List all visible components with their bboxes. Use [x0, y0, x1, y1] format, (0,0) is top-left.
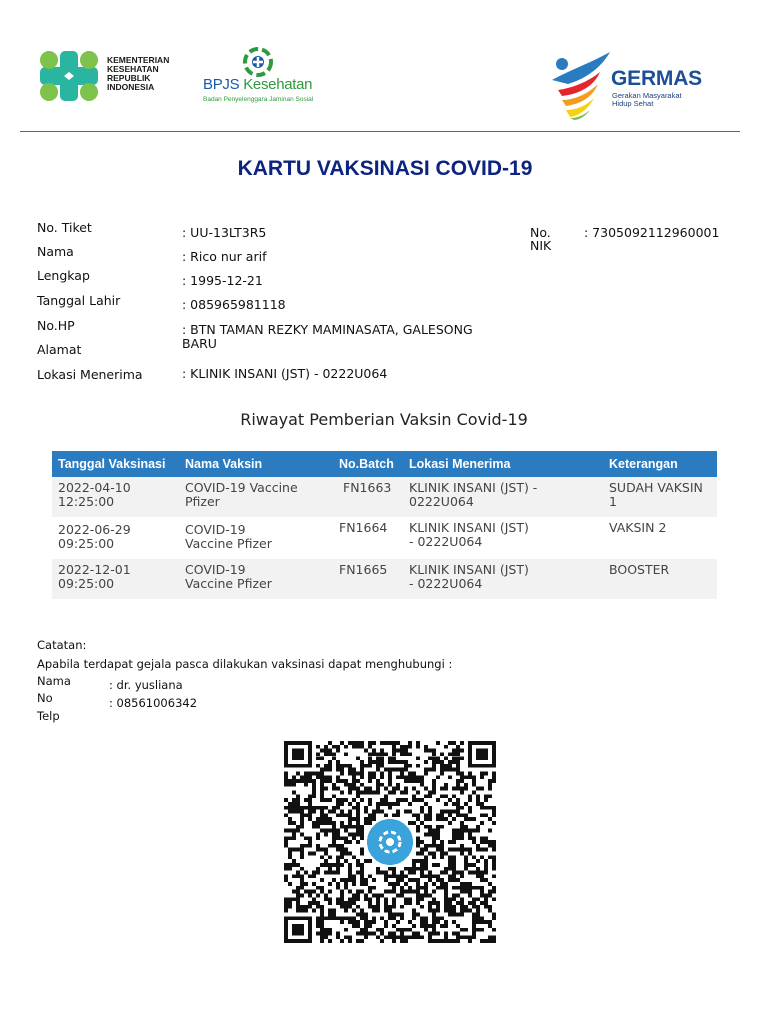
cell-date	[52, 477, 179, 517]
cell-line: Vaccine Pfizer	[185, 536, 272, 551]
value-tanggal-lahir: : 1995-12-21	[182, 273, 263, 288]
value-alamat-line2: BARU	[182, 336, 217, 351]
cell-vaccine	[179, 477, 333, 517]
cell-status	[603, 517, 717, 559]
label-contact-telp: Telp	[37, 709, 60, 723]
column-header: Lokasi Menerima	[403, 451, 603, 477]
cell-vaccine	[179, 517, 333, 559]
table-header-row	[52, 451, 717, 477]
label-lengkap: Lengkap	[37, 268, 90, 283]
cell-batch	[333, 477, 403, 517]
cell-line: 09:25:00	[58, 576, 115, 591]
label-tanggal-lahir: Tanggal Lahir	[37, 293, 121, 308]
value-no-tiket: : UU-13LT3R5	[182, 225, 267, 240]
cell-batch	[333, 517, 403, 559]
kemenkes-line: KEMENTERIAN	[107, 55, 170, 65]
cell-line: COVID-19	[185, 522, 246, 537]
label-nama: Nama	[37, 244, 74, 259]
value-contact-phone: : 08561006342	[109, 696, 198, 710]
cell-batch	[333, 559, 403, 599]
bpjs-logo-icon	[238, 46, 278, 78]
label-alamat: Alamat	[37, 342, 82, 357]
bpjs-name-part: BPJS	[203, 76, 240, 93]
cell-status	[603, 559, 717, 599]
notes-message: Apabila terdapat gejala pasca dilakukan vaksinasi dapat menghubungi :	[37, 657, 453, 671]
cell-line: KLINIK INSANI (JST)	[409, 520, 529, 535]
notes-heading: Catatan:	[37, 638, 87, 652]
page-title: KARTU VAKSINASI COVID-19	[237, 157, 533, 180]
germas-tagline-line: Hidup Sehat	[612, 99, 654, 108]
cell-status	[603, 477, 717, 517]
germas-tagline	[612, 92, 682, 108]
cell-location	[403, 477, 603, 517]
cell-line: KLINIK INSANI (JST) -	[409, 480, 538, 495]
cell-line: SUDAH VAKSIN	[609, 480, 703, 495]
value-no-hp: : 085965981118	[182, 297, 286, 312]
cell-line: Vaccine Pfizer	[185, 576, 272, 591]
kemenkes-line: REPUBLIK	[107, 73, 151, 83]
cell-location	[403, 559, 603, 599]
germas-tagline-line: Gerakan Masyarakat	[612, 91, 682, 100]
cell-line: KLINIK INSANI (JST)	[409, 562, 529, 577]
cell-line: FN1664	[339, 520, 388, 535]
value-nama: : Rico nur arif	[182, 249, 267, 264]
column-header: Nama Vaksin	[179, 451, 333, 477]
cell-line: Pfizer	[185, 494, 220, 509]
cell-line: 2022-06-29	[58, 522, 131, 537]
label-no-hp: No.HP	[37, 318, 75, 333]
qr-finder-bottom-left	[284, 916, 312, 943]
vaccination-history-table	[52, 451, 717, 599]
label-contact-nama: Nama	[37, 674, 71, 688]
cell-date	[52, 517, 179, 559]
cell-line: 09:25:00	[58, 536, 115, 551]
cell-line: FN1663	[343, 480, 392, 495]
value-lokasi-menerima: : KLINIK INSANI (JST) - 0222U064	[182, 366, 388, 381]
label-nik-line1: No.	[530, 225, 551, 240]
history-title: Riwayat Pemberian Vaksin Covid-19	[240, 410, 528, 429]
cell-vaccine	[179, 559, 333, 599]
column-header: No.Batch	[333, 451, 403, 477]
qr-finder-top-right	[468, 741, 496, 768]
kemenkes-line: INDONESIA	[107, 82, 155, 92]
column-header: Tanggal Vaksinasi	[52, 451, 179, 477]
germas-logo-icon	[548, 50, 614, 120]
table-row	[52, 559, 717, 599]
value-nik: : 7305092112960001	[584, 225, 720, 240]
label-lokasi-menerima: Lokasi Menerima	[37, 367, 143, 382]
cell-line: FN1665	[339, 562, 388, 577]
table-row	[52, 477, 717, 517]
value-contact-name: : dr. yusliana	[109, 678, 183, 692]
cell-line: - 0222U064	[409, 534, 483, 549]
bpjs-name-part: Kesehatan	[243, 76, 313, 93]
cell-line: 0222U064	[409, 494, 474, 509]
header-divider	[20, 131, 740, 132]
cell-line: 1	[609, 494, 617, 509]
column-header: Keterangan	[603, 451, 717, 477]
value-alamat-line1: : BTN TAMAN REZKY MAMINASATA, GALESONG	[182, 322, 473, 337]
cell-location	[403, 517, 603, 559]
kemenkes-wordmark	[107, 56, 169, 92]
cell-line: COVID-19	[185, 562, 246, 577]
qr-finder-top-left	[284, 741, 312, 768]
qr-code-icon	[284, 741, 496, 943]
cell-line: 2022-04-10	[58, 480, 131, 495]
table-row	[52, 517, 717, 559]
kemenkes-logo-icon	[38, 50, 100, 102]
bpjs-tagline: Badan Penyelenggara Jaminan Sosial	[203, 96, 314, 103]
cell-line: BOOSTER	[609, 562, 670, 577]
qr-center-dot	[386, 838, 394, 846]
label-contact-no: No	[37, 691, 53, 705]
cell-line: 12:25:00	[58, 494, 115, 509]
germas-wordmark: GERMAS	[611, 67, 702, 90]
bpjs-wordmark	[203, 77, 312, 93]
kemenkes-line: KESEHATAN	[107, 64, 159, 74]
cell-line: 2022-12-01	[58, 562, 131, 577]
cell-line: COVID-19 Vaccine	[185, 480, 298, 495]
cell-line: - 0222U064	[409, 576, 483, 591]
label-nik-line2: NIK	[530, 238, 552, 253]
label-no-tiket: No. Tiket	[37, 220, 92, 235]
cell-date	[52, 559, 179, 599]
cell-line: VAKSIN 2	[609, 520, 667, 535]
